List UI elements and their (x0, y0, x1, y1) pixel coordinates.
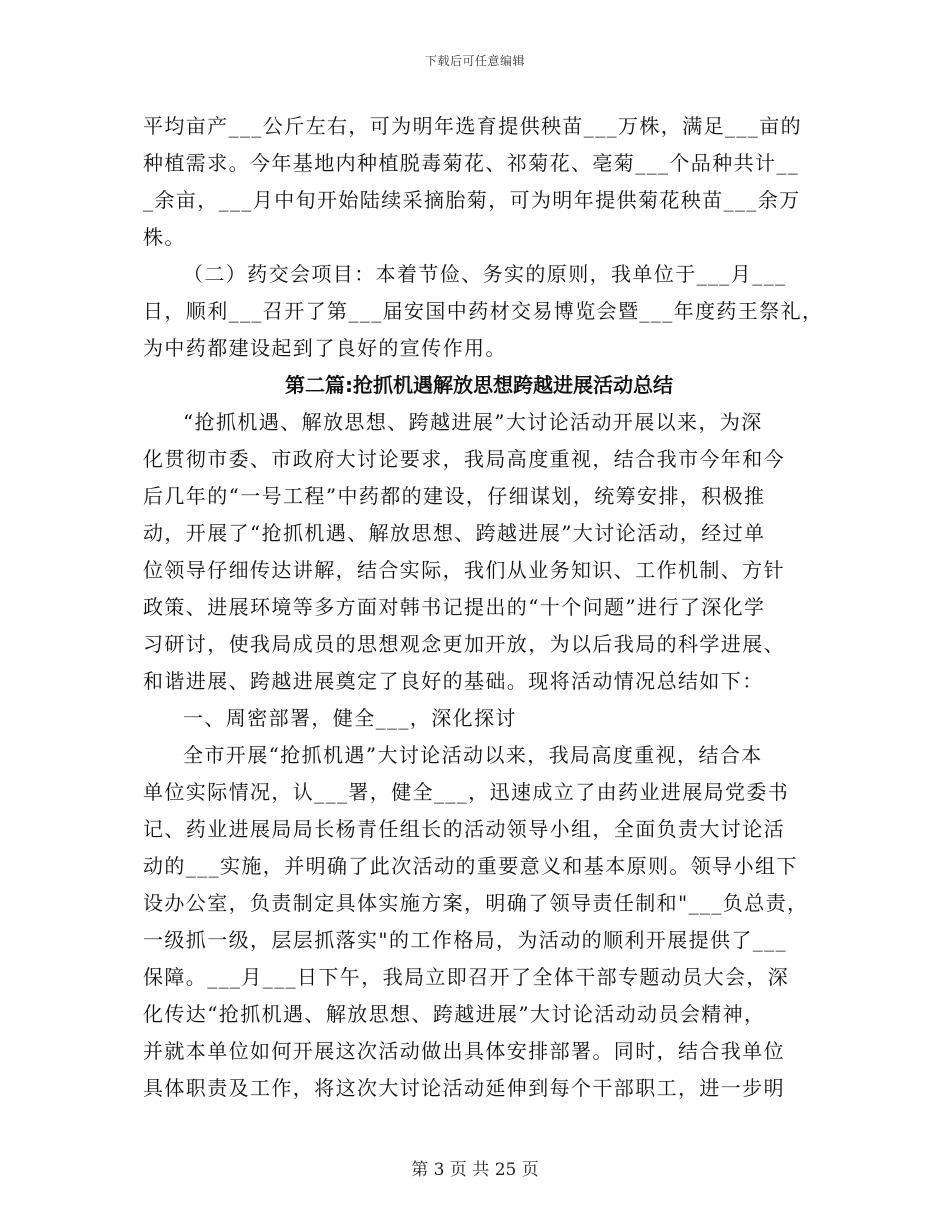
text-line: 政策、进展环境等多方面对韩书记提出的“十个问题”进行了深化学 (143, 595, 766, 619)
text-line: 化传达“抢抓机遇、解放思想、跨越进展”大讨论活动动员会精神， (143, 1002, 766, 1026)
subsection-title: 一、周密部署，健全___，深化探讨 (183, 706, 517, 730)
text-line: 和谐进展、跨越进展奠定了良好的基础。现将活动情况总结如下： (143, 669, 764, 693)
page-number: 第 3 页 共 25 页 (411, 1160, 539, 1180)
text-line: 日，顺利___召开了第___届安国中药材交易博览会暨___年度药王祭礼， (143, 299, 824, 323)
text-line: 平均亩产___公斤左右，可为明年选育提供秧苗___万株，满足___亩的 (143, 114, 802, 138)
text-line: _余亩，___月中旬开始陆续采摘胎菊，可为明年提供菊花秧苗___余万 (143, 188, 801, 212)
text-line: 具体职责及工作，将这次大讨论活动延伸到每个干部职工，进一步明 (143, 1076, 785, 1100)
text-line: （二）药交会项目：本着节俭、务实的原则，我单位于___月___ (183, 262, 787, 286)
text-line: 动的___实施，并明确了此次活动的重要意义和基本原则。领导小组下 (143, 854, 798, 878)
text-line: 习研讨，使我局成员的思想观念更加开放，为以后我局的科学进展、 (143, 632, 785, 656)
text-line: 设办公室，负责制定具体实施方案，明确了领导责任制和"___负总责， (143, 891, 809, 915)
text-line: 全市开展“抢抓机遇”大讨论活动以来，我局高度重视，结合本 (183, 743, 763, 767)
text-line: 种植需求。今年基地内种植脱毒菊花、祁菊花、亳菊___个品种共计__ (143, 151, 800, 175)
document-body (143, 108, 824, 1107)
page-header-note: 下载后可任意编辑 (424, 54, 525, 68)
text-line: 一级抓一级，层层抓落实"的工作格局，为活动的顺利开展提供了___ (143, 928, 787, 952)
text-line: 化贯彻市委、市政府大讨论要求，我局高度重视，结合我市今年和今 (143, 447, 785, 471)
text-line: 为中药都建设起到了良好的宣传作用。 (143, 336, 507, 360)
text-line: 后几年的“一号工程”中药都的建设，仔细谋划，统筹安排，积极推 (143, 484, 766, 508)
text-line: 动，开展了“抢抓机遇、解放思想、跨越进展”大讨论活动，经过单 (143, 521, 766, 545)
text-line: 单位实际情况，认___署，健全___，迅速成立了由药业进展局党委书 (143, 780, 790, 804)
text-line: 并就本单位如何开展这次活动做出具体安排部署。同时，结合我单位 (143, 1039, 785, 1063)
text-line: 株。 (143, 225, 186, 249)
text-line: 位领导仔细传达讲解，结合实际，我们从业务知识、工作机制、方针 (143, 558, 785, 582)
text-line: 记、药业进展局局长杨青任组长的活动领导小组，全面负责大讨论活 (143, 817, 785, 841)
text-line: 保障。___月___日下午，我局立即召开了全体干部专题动员大会，深 (143, 965, 790, 989)
text-line: “抢抓机遇、解放思想、跨越进展”大讨论活动开展以来，为深 (183, 410, 763, 434)
section-heading: 第二篇:抢抓机遇解放思想跨越进展活动总结 (285, 373, 673, 397)
